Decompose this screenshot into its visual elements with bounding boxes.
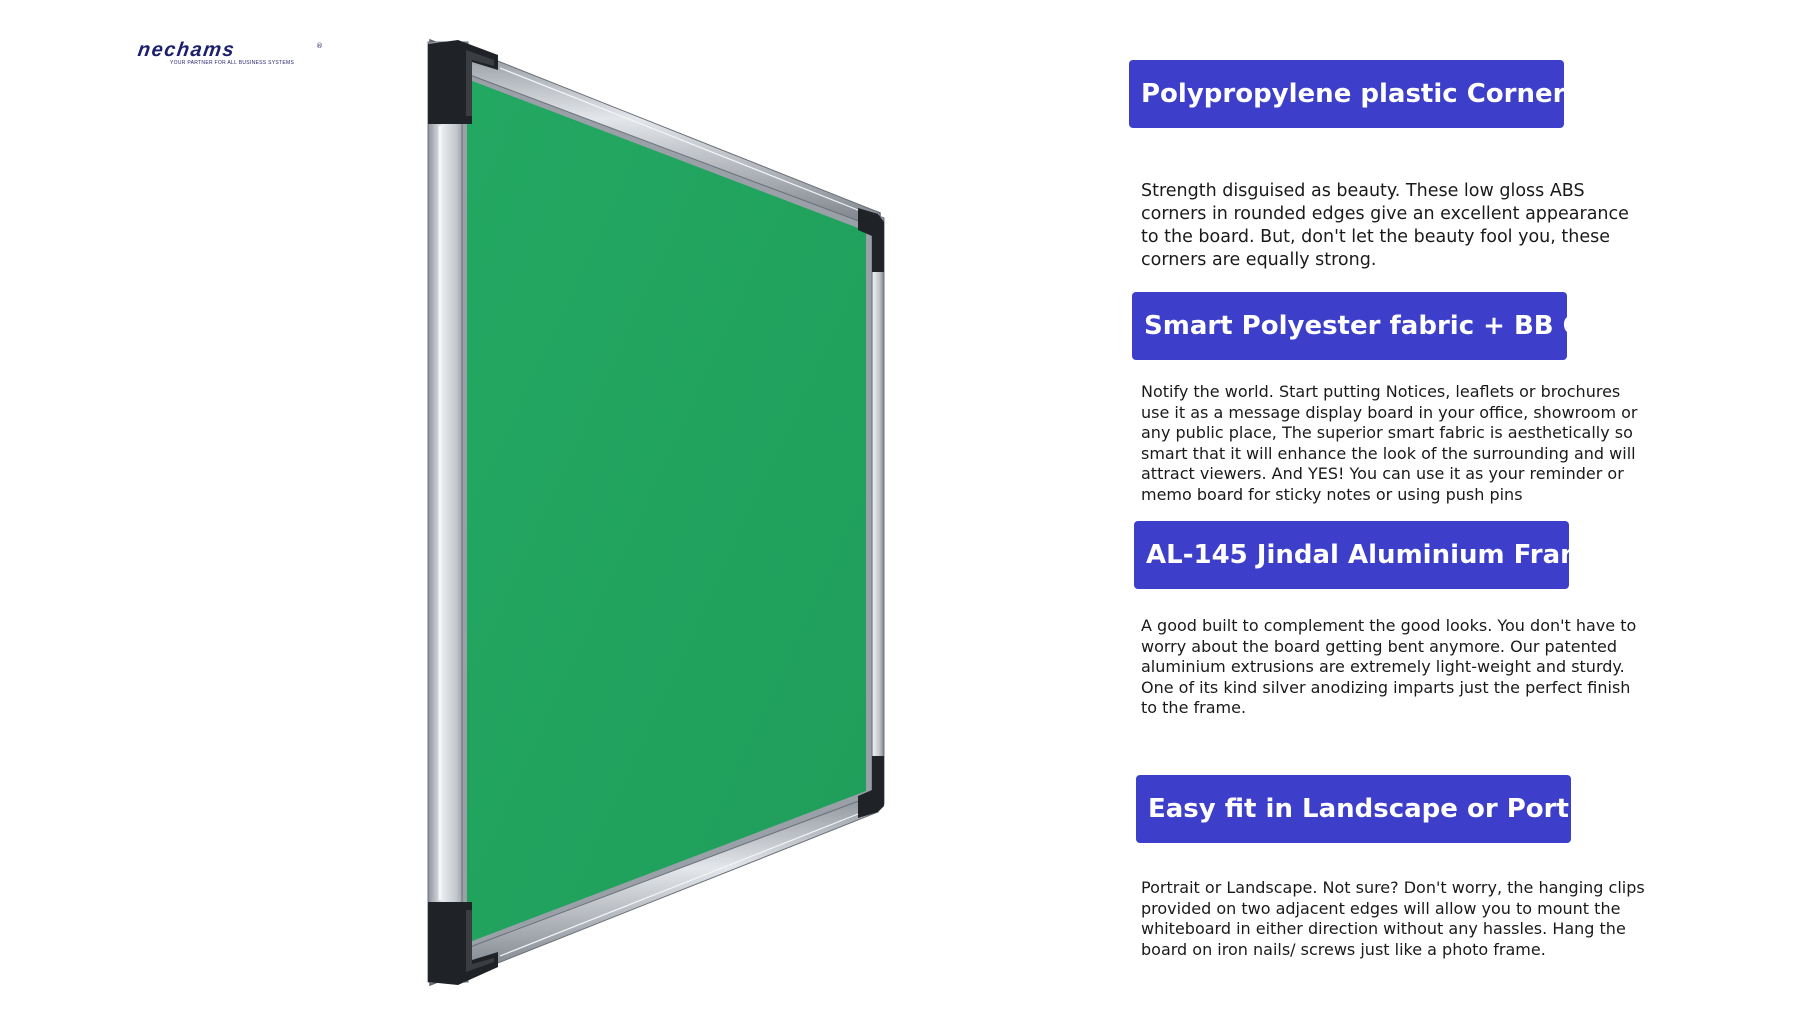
brand-wordmark: nechams: [136, 39, 237, 61]
feature-text-orientation: Portrait or Landscape. Not sure? Don't worry, the hanging clips provided on two adjacent edges will allow you to mount the whiteboard in either direction without any hassles. Hang the board on iron nails/ screws just like a photo frame.: [1141, 878, 1645, 959]
registered-mark: ®: [316, 42, 323, 50]
feature-text-fabric: Notify the world. Start putting Notices, leaflets or brochures use it as a message display board in your office, showroom or any public place, The superior smart fabric is aesthetically so smart that it will enhance the look of the surrounding and will attract viewers. And YES! You can use it as your reminder or memo board for sticky notes or using push pins: [1141, 382, 1638, 504]
feature-heading-corners: Polypropylene plastic Corners: [1129, 60, 1564, 128]
brand-logo: [138, 40, 326, 70]
green-fabric-surface: [467, 79, 866, 943]
feature-heading-fabric: Smart Polyester fabric + BB Core: [1132, 292, 1567, 360]
notice-board-illustration: [420, 36, 890, 996]
feature-text-corners: Strength disguised as beauty. These low gloss ABS corners in rounded edges give an excellent appearance to the board. But, don't let the beauty fool you, these corners are equally strong.: [1141, 181, 1629, 270]
feature-heading-frame: AL-145 Jindal Aluminium Frame: [1134, 521, 1569, 589]
feature-text-frame: A good built to complement the good looks. You don't have to worry about the board getting bent anymore. Our patented aluminium extrusions are extremely light-weight and sturdy. One of its kind silver anodizing imparts just the perfect finish to the frame.: [1141, 616, 1637, 717]
brand-tagline: YOUR PARTNER FOR ALL BUSINESS SYSTEMS: [170, 60, 295, 66]
feature-heading-orientation: Easy fit in Landscape or Portrait: [1136, 775, 1571, 843]
